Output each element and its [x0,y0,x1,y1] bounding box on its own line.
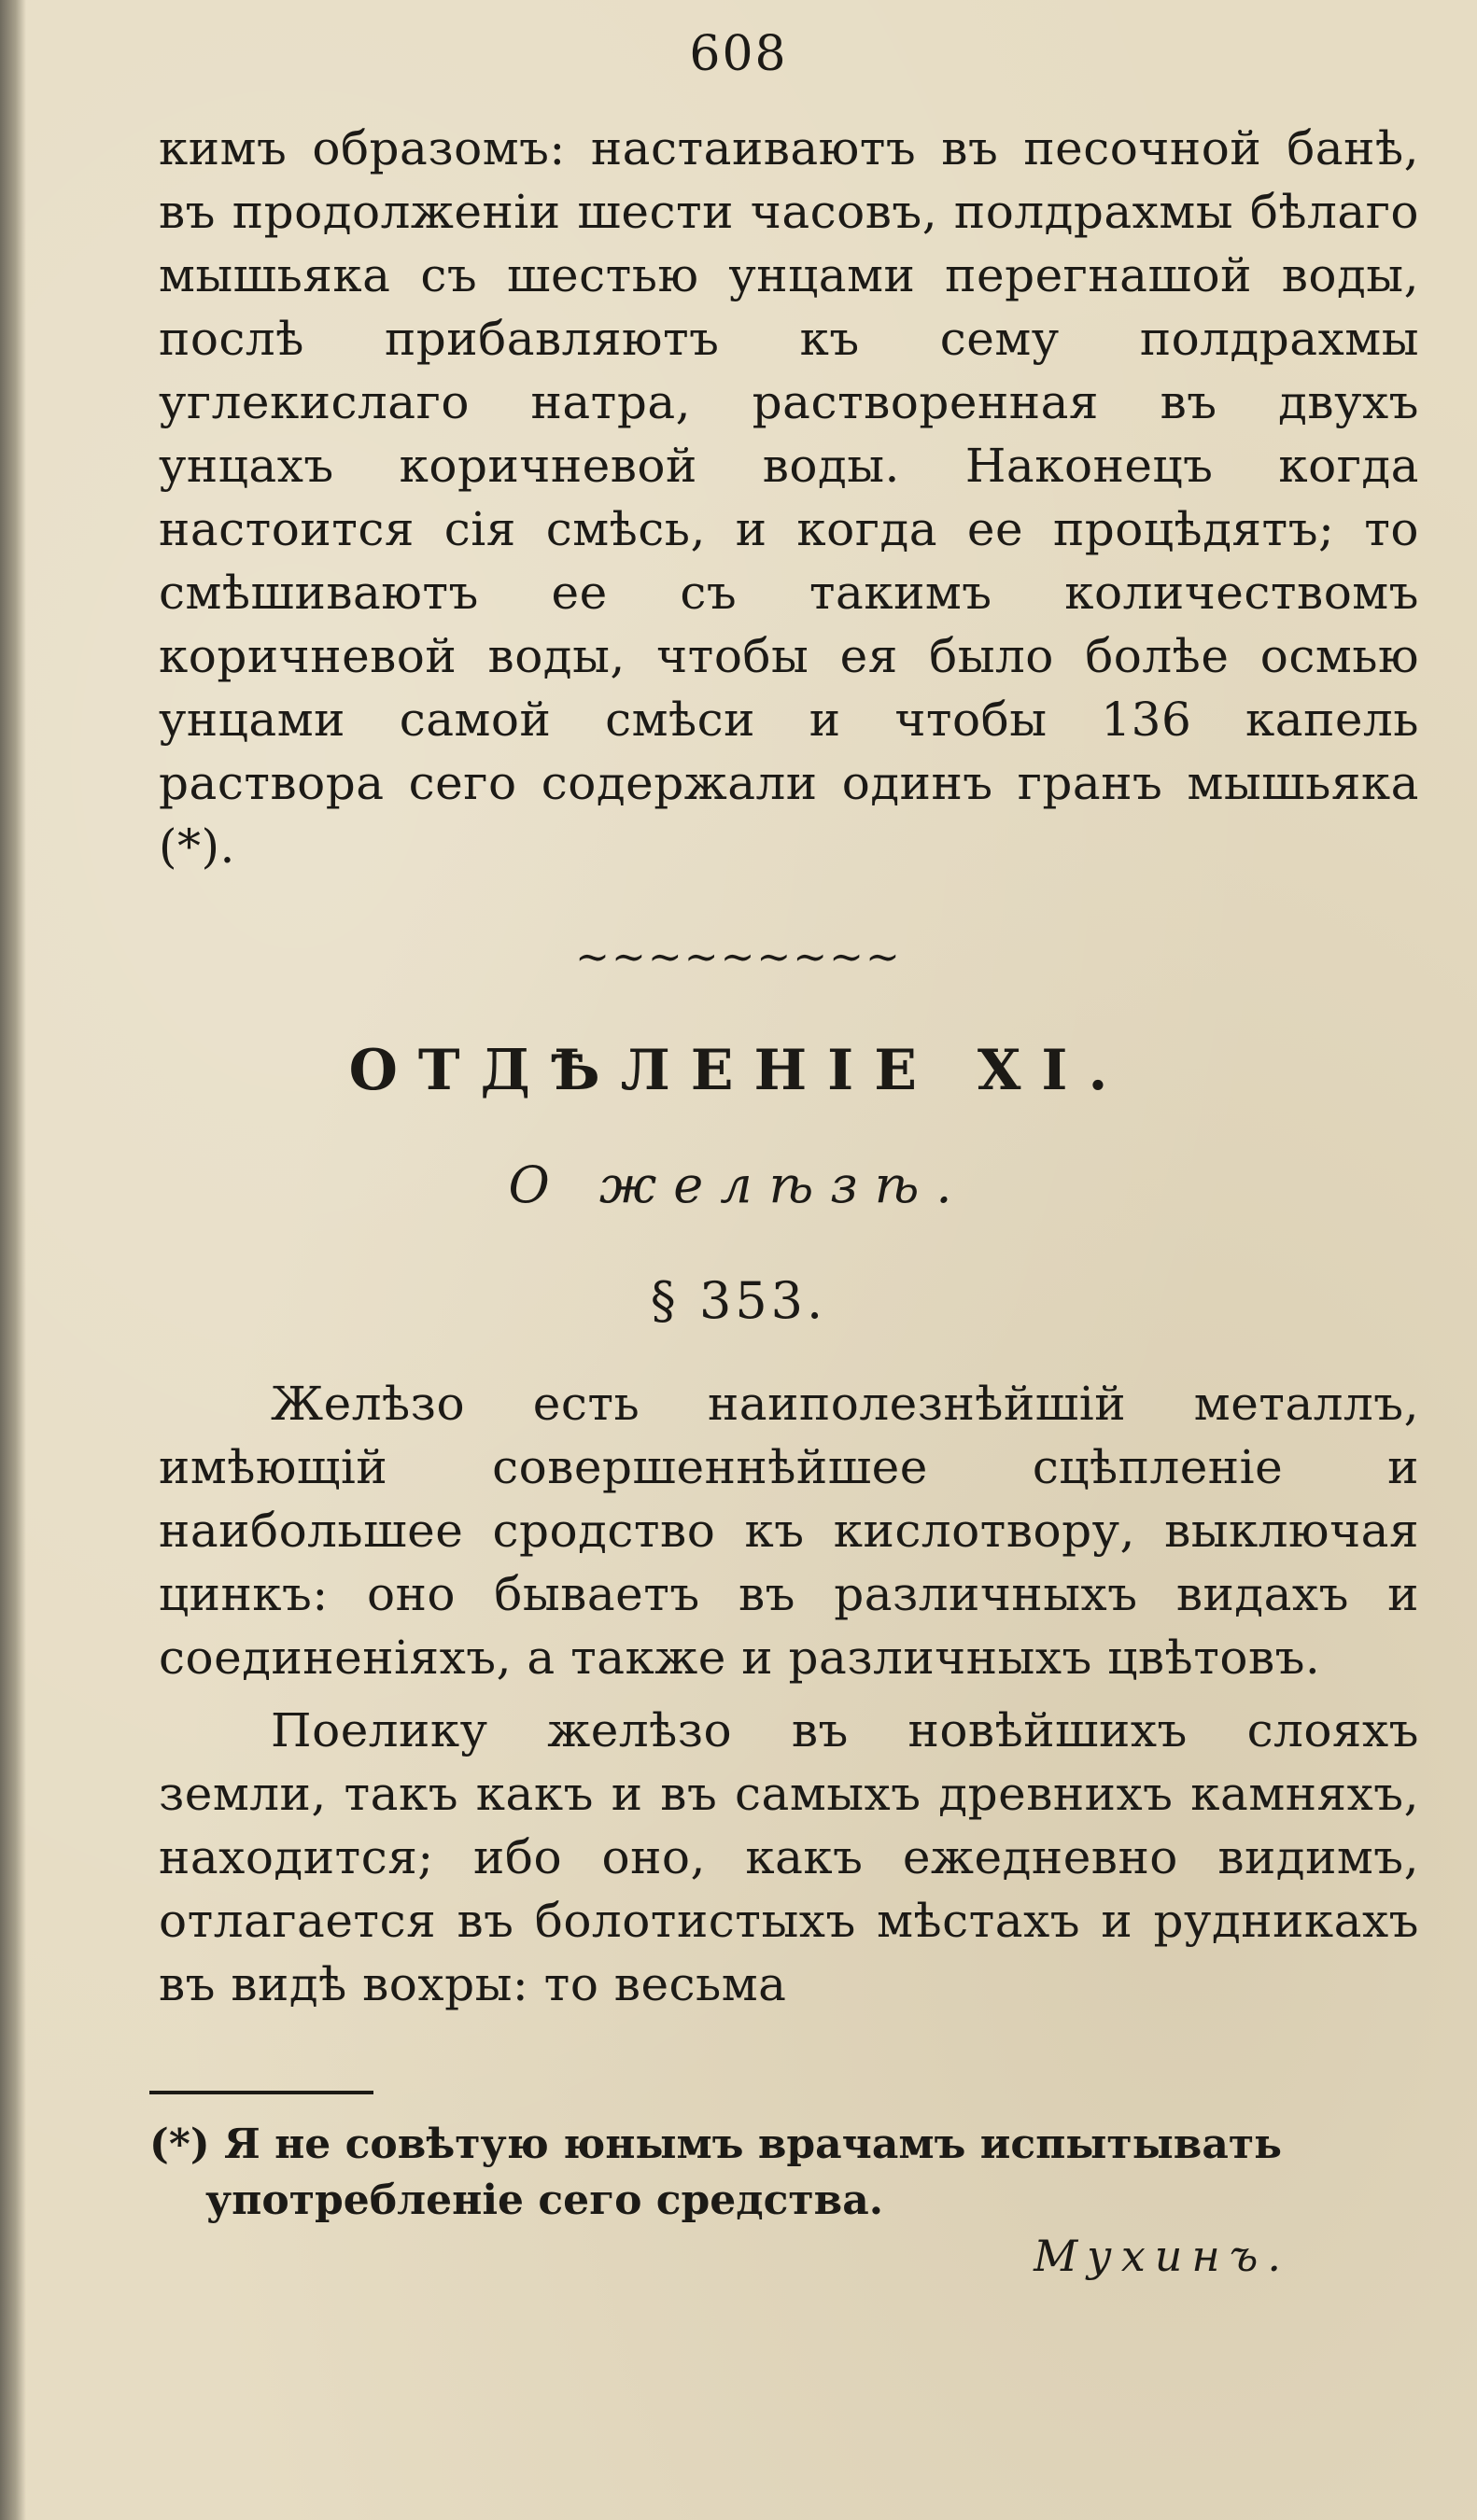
page-binding-edge [0,0,26,2520]
footnote-line-1: (*) Я не совѣтую юнымъ врачамъ испытывать [149,2121,1283,2168]
body-paragraph-1: Желѣзо есть наиполезнѣйшій металлъ, имѣющій совершеннѣйшее сцѣпленіе и наибольшее сродство къ кислотвору, выключая цинкъ: оно бываетъ въ различныхъ видахъ и соединеніяхъ, а также и различныхъ цвѣтовъ. [159,1377,1419,1685]
footnote-divider [149,2091,373,2094]
footnote-line-2: употребленіе сего средства. [205,2177,884,2224]
section-divider-ornament: ~~~~~~~~~ [575,933,902,981]
paragraph-number: § 353. [650,1271,827,1330]
body-text-block [159,1372,1419,2016]
body-paragraph-2: Поелику желѣзо въ новѣйшихъ слояхъ земли, такъ какъ и въ самыхъ древнихъ камняхъ, находится; ибо оно, какъ ежедневно видимъ, отлагается въ болотистыхъ мѣстахъ и рудникахъ въ видѣ вохры: то весьма [159,1703,1419,2011]
page-number: 608 [689,26,788,82]
footnote-signature: Мухинъ. [1034,2231,1290,2281]
continued-paragraph: кимъ образомъ: настаиваютъ въ песочной банѣ, въ продолженіи шести часовъ, полдрахмы бѣлаго мышьяка съ шестью унцами перегнашой воды, послѣ прибавляютъ къ сему полдрахмы углекислаго натра, растворенная въ двухъ унцахъ коричневой воды. Наконецъ когда настоится сія смѣсь, и когда ее процѣдятъ; то смѣшиваютъ ее съ такимъ количествомъ коричневой воды, чтобы ея было болѣе осмью унцами самой смѣси и чтобы 136 капель раствора сего содержали одинъ гранъ мышьяка (*). [159,121,1419,874]
continued-paragraph-block [159,117,1419,878]
section-title: ОТДѢЛЕНІЕ XI. [348,1038,1129,1103]
footnote [149,2117,1419,2229]
section-subtitle: О желѣзѣ. [508,1155,969,1214]
